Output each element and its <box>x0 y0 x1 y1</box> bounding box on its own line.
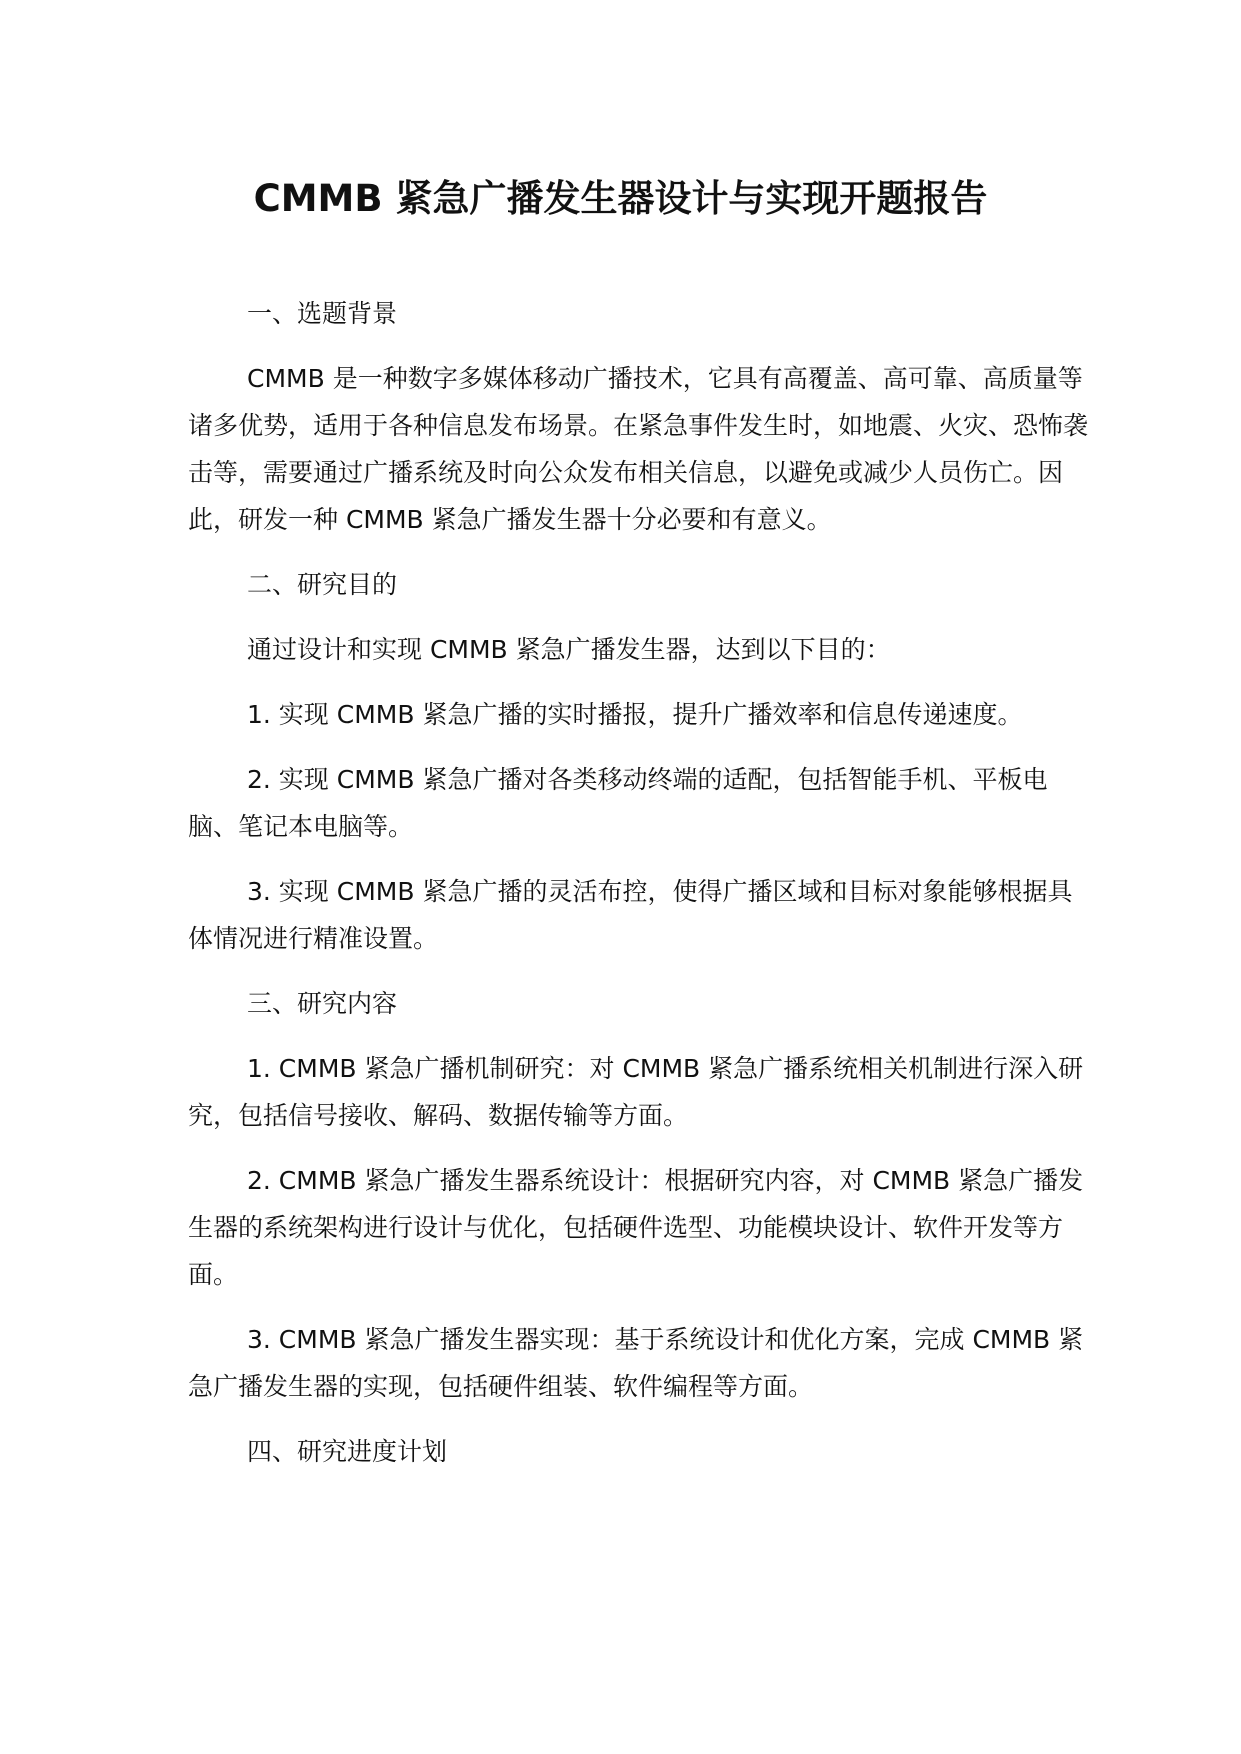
section-background <box>188 290 1088 543</box>
section-content <box>188 980 1088 1410</box>
document-body <box>188 290 1088 1493</box>
paragraph: CMMB 是一种数字多媒体移动广播技术，它具有高覆盖、高可靠、高质量等诸多优势，适用于各种信息发布场景。在紧急事件发生时，如地震、火灾、恐怖袭击等，需要通过广播系统及时向公众发布相关信息，以避免或减少人员伤亡。因此，研发一种 CMMB 紧急广播发生器十分必要和有意义。 <box>188 364 1089 534</box>
list-item: 2. CMMB 紧急广播发生器系统设计：根据研究内容，对 CMMB 紧急广播发生器的系统架构进行设计与优化，包括硬件选型、功能模块设计、软件开发等方面。 <box>188 1166 1084 1289</box>
list-item: 2. 实现 CMMB 紧急广播对各类移动终端的适配，包括智能手机、平板电脑、笔记本电脑等。 <box>188 765 1048 841</box>
section-heading: 一、选题背景 <box>247 299 398 328</box>
list-item: 1. 实现 CMMB 紧急广播的实时播报，提升广播效率和信息传递速度。 <box>247 700 1023 729</box>
list-item: 3. CMMB 紧急广播发生器实现：基于系统设计和优化方案，完成 CMMB 紧急广播发生器的实现，包括硬件组装、软件编程等方面。 <box>188 1325 1084 1401</box>
section-heading: 四、研究进度计划 <box>247 1437 448 1466</box>
paragraph: 通过设计和实现 CMMB 紧急广播发生器，达到以下目的： <box>247 635 891 664</box>
section-heading: 三、研究内容 <box>247 989 398 1018</box>
section-schedule <box>188 1428 1088 1475</box>
document-title: CMMB 紧急广播发生器设计与实现开题报告 <box>253 177 988 220</box>
section-purpose <box>188 561 1088 962</box>
list-item: 1. CMMB 紧急广播机制研究：对 CMMB 紧急广播系统相关机制进行深入研究，包括信号接收、解码、数据传输等方面。 <box>188 1054 1084 1130</box>
list-item: 3. 实现 CMMB 紧急广播的灵活布控，使得广播区域和目标对象能够根据具体情况进行精准设置。 <box>188 877 1073 953</box>
section-heading: 二、研究目的 <box>247 570 398 599</box>
